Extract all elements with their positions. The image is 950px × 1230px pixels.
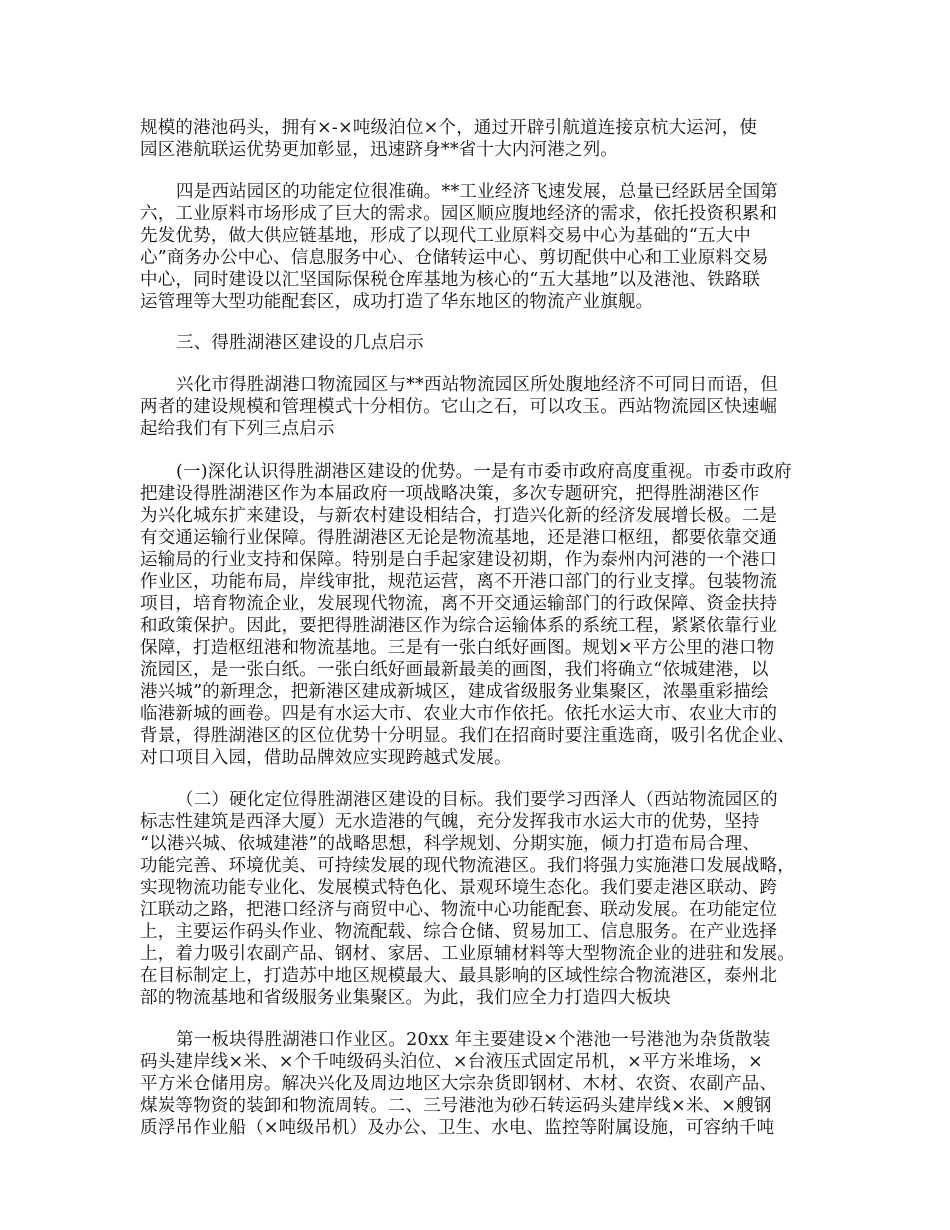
text-line: 上，着力吸引农副产品、钢材、家居、工业原辅材料等大型物流企业的进驻和发展。	[140, 944, 795, 964]
text-line: 流园区，是一张白纸。一张白纸好画最新最美的画图，我们将确立“依城建港，以	[140, 660, 769, 680]
text-line: 部的物流基地和省级服务业集聚区。为此，我们应全力打造四大板块	[140, 988, 671, 1008]
text-line: 江联动之路，把港口经济与商贸中心、物流中心功能配套、联动发展。在功能定位	[140, 900, 778, 920]
text-line: 平方米仓储用房。解决兴化及周边地区大宗杂货即钢材、木材、农资、农副产品、	[140, 1074, 778, 1094]
text-line: 规模的港池码头，拥有×-×吨级泊位×个，通过开辟引航道连接京杭大运河，使	[140, 118, 758, 138]
text-line: 项目，培育物流企业，发展现代物流，离不开交通运输部门的行政保障、资金扶持	[140, 594, 778, 614]
text-line: 码头建岸线×米、×个千吨级码头泊位、×台液压式固定吊机，×平方米堆场，×	[140, 1052, 764, 1072]
text-line: 运管理等大型功能配套区，成功打造了华东地区的物流产业旗舰。	[140, 292, 654, 312]
text-line: (一)深化认识得胜湖港区建设的优势。一是有市委市政府高度重视。市委市政府	[176, 462, 792, 482]
text-line: 和政策保护。因此，要把得胜湖港区作为综合运输体系的系统工程，紧紧依靠行业	[140, 616, 778, 636]
text-line: 港兴城”的新理念，把新港区建成新城区，建成省级服务业集聚区，浓墨重彩描绘	[140, 682, 769, 702]
text-line: 实现物流功能专业化、发展模式特色化、景观环境生态化。我们要走港区联动、跨	[140, 878, 778, 898]
text-line: 先发优势，做大供应链基地，形成了以现代工业原料交易中心为基础的“五大中	[140, 226, 751, 246]
text-line: 在目标制定上，打造苏中地区规模最大、最具影响的区域性综合物流港区，泰州北	[140, 966, 778, 986]
text-line: 中心，同时建设以汇坚国际保税仓库基地为核心的“五大基地”以及港池、铁路联	[140, 270, 761, 290]
text-line: 起给我们有下列三点启示	[140, 419, 335, 439]
text-line: 功能完善、环境优美、可持续发展的现代物流港区。我们将强力实施港口发展战略，	[140, 856, 795, 876]
text-line: 作业区，功能布局，岸线审批，规范运营，离不开港口部门的行业支撑。包装物流	[140, 572, 778, 592]
text-line: 保障，打造枢纽港和物流基地。三是有一张白纸好画图。规划×平方公里的港口物	[140, 638, 775, 658]
text-line: 煤炭等物资的装卸和物流周转。二、三号港池为砂石转运码头建岸线×米、×艘钢	[140, 1096, 772, 1116]
text-line: 运输局的行业支持和保障。特别是白手起家建设初期，作为泰州内河港的一个港口	[140, 550, 778, 570]
text-line: 为兴化城东扩来建设，与新农村建设相结合，打造兴化新的经济发展增长极。二是	[140, 506, 778, 526]
text-line: 标志性建筑是西泽大厦）无水造港的气魄，充分发挥我市水运大市的优势，坚持	[140, 812, 760, 832]
text-line: 对口项目入园，借助品牌效应实现跨越式发展。	[140, 748, 512, 768]
text-line: 上，主要运作码头作业、物流配载、综合仓储、贸易加工、信息服务。在产业选择	[140, 922, 778, 942]
text-line: 第一板块得胜湖港口作业区。20xx 年主要建设×个港池一号港池为杂货散装	[176, 1030, 771, 1050]
text-line: 兴化市得胜湖港口物流园区与**西站物流园区所处腹地经济不可同日而语，但	[176, 375, 778, 395]
text-line: “以港兴城、依城建港”的战略思想，科学规划、分期实施，倾力打造布局合理、	[140, 834, 761, 854]
text-line: 有交通运输行业保障。得胜湖港区无论是物流基地，还是港口枢纽，都要依靠交通	[140, 528, 778, 548]
text-line: 临港新城的画卷。四是有水运大市、农业大市作依托。依托水运大市、农业大市的	[140, 704, 778, 724]
text-line: 背景，得胜湖港区的区位优势十分明显。我们在招商时要注重选商，吸引名优企业、	[140, 726, 795, 746]
text-line: 把建设得胜湖港区作为本届政府一项战略决策，多次专题研究，把得胜湖港区作	[140, 484, 760, 504]
text-line: （二）硬化定位得胜湖港区建设的目标。我们要学习西泽人（西站物流园区的	[176, 790, 778, 810]
text-line: 心”商务办公中心、信息服务中心、仓储转运中心、剪切配供中心和工业原料交易	[140, 248, 769, 268]
text-line: 四是西站园区的功能定位很准确。**工业经济飞速发展，总量已经跃居全国第	[176, 182, 778, 202]
text-line: 两者的建设规模和管理模式十分相仿。它山之石，可以攻玉。西站物流园区快速崛	[140, 397, 778, 417]
text-line: 六，工业原料市场形成了巨大的需求。园区顺应腹地经济的需求，依托投资积累和	[140, 204, 778, 224]
text-line: 质浮吊作业船（×吨级吊机）及办公、卫生、水电、监控等附属设施，可容纳千吨	[140, 1118, 775, 1138]
text-line: 园区港航联运优势更加彰显，迅速跻身**省十大内河港之列。	[140, 140, 619, 160]
heading-text: 三、得胜湖港区建设的几点启示	[176, 333, 424, 353]
